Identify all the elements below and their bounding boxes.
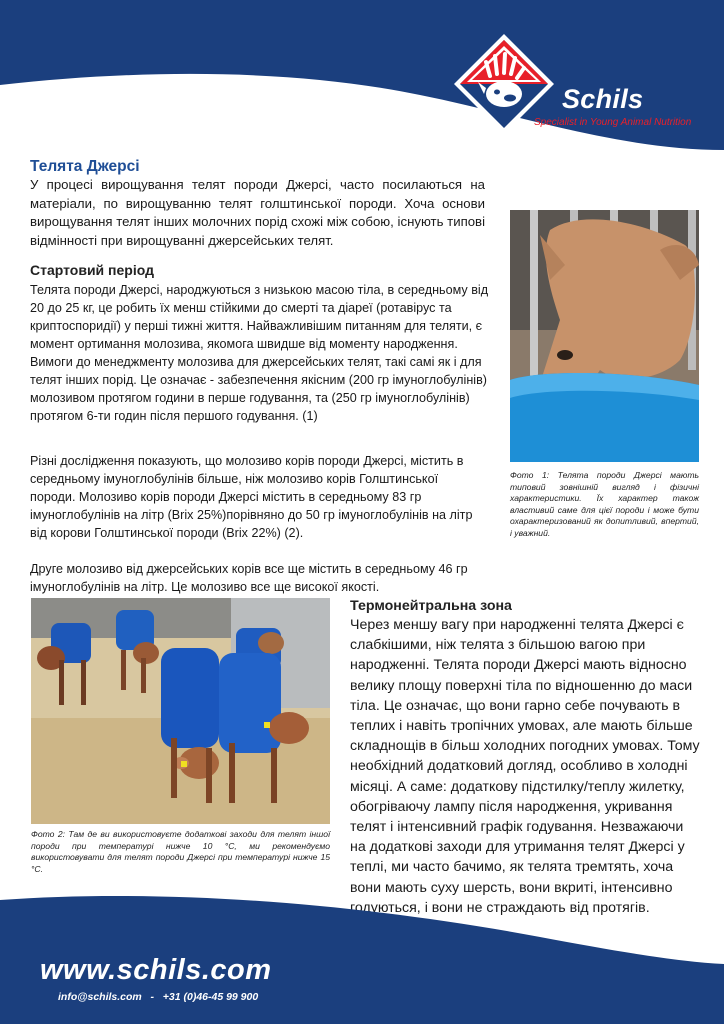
section1-paragraph-3: Друге молозиво від джерсейських корів все ще містить в середньому 46 гр імуноглобулінів на літр. Це молозиво все ще високої якості. — [30, 562, 468, 594]
photo2-caption: Фото 2: Там де ви використовуєте додаткові заходи для телят іншої породи при температурі нижче 10 °C, ми рекомендуємо використовувати для телят породи Джерсі при температурі нижче 15 °C. — [31, 829, 330, 874]
brand-name: Schils — [562, 84, 644, 114]
section2-paragraph: Через меншу вагу при народженні телята Джерсі є слабкішими, ніж телята з більшою вагою при народженні. Телята породи Джерсі мають відносно велику площу поверхні тіла по відношенню до маси тіла. Це означає, що вони гарно себе почувають в теплих і навіть тропічних умовах, але мають більше складнощів в більш холодних погодних умовах. Тому необхідний додатковий догляд, особливо в холодні місяці. А саме: додаткову підстилку/теплу жилетку, обогріваючу лампу після народження, укривання телят і інтенсивний графік годування. Незважаючи на додаткові заходи для утримання телят Джерсі у теплі, ми часто бачимо, як телята тремтять, хоча вони мають суху шерсть, вони вкриті, інтенсивно годуються, і вони не страждають від протягів. — [350, 617, 700, 916]
article-title: Телята Джерсі — [30, 158, 140, 175]
footer-website[interactable]: www.schils.com — [40, 954, 272, 986]
brand-tagline: Specialist in Young Animal Nutrition — [534, 117, 692, 128]
intro-paragraph: У процесі вирощування телят породи Джерсі, часто посилаються на матеріали, по вирощуванню телят голштинської породи. Хоча основи вирощування телят інших молочних порід схожі між собою, існують типові відмінності при вирощуванні джерсейських телят. — [30, 177, 485, 248]
photo-calves-in-jackets — [31, 598, 330, 824]
section1-paragraph-1: Телята породи Джерсі, народжуються з низькою масою тіла, в середньому від 20 до 25 кг, це робить їх менш стійкими до смерті та діареї (ротавірус та криптоспоридії) у перші тижні життя. Найважливішим питанням для теляти, є момент ортимання молозива, якомога швидше від моменту народження. Вимоги до менеджменту молозива для джерсейських телят, такі самі як і для телят інших порід. Це означає - забезпечення якісним (200 гр імуноглобулінів) молозивом протягом години в перше годування, та (250 гр імуноглобулінів) протягом 6-ти годин після першого годування. (1) — [30, 283, 489, 423]
section1-paragraph-2: Різні дослідження показують, що молозиво корів породи Джерсі, містить в середньому імуноглобулінів більше, ніж молозиво корів Голштинської породи. Молозиво корів породи Джерсі містить в середньому 83 гр імуноглобулінів на літр (Brix 25%)порівняно до 50 гр імуноглобулінів на літр від корови Голштинської породи (Brix 22%) (2). — [30, 454, 473, 540]
section-heading-thermoneutral: Термонейтральна зона — [350, 598, 512, 614]
footer-contact[interactable]: info@schils.com - +31 (0)46-45 99 900 — [58, 991, 259, 1003]
section-heading-start: Стартовий період — [30, 262, 154, 278]
photo-jersey-calf-drinking — [510, 210, 699, 462]
photo1-caption: Фото 1: Телята породи Джерсі мають типовий зовнішній вигляд і фізичні характеристики. Їх характер також властивий саме для цієї породи і може бути охарактеризований як допитливий, впертий, і уважний. — [510, 470, 699, 538]
